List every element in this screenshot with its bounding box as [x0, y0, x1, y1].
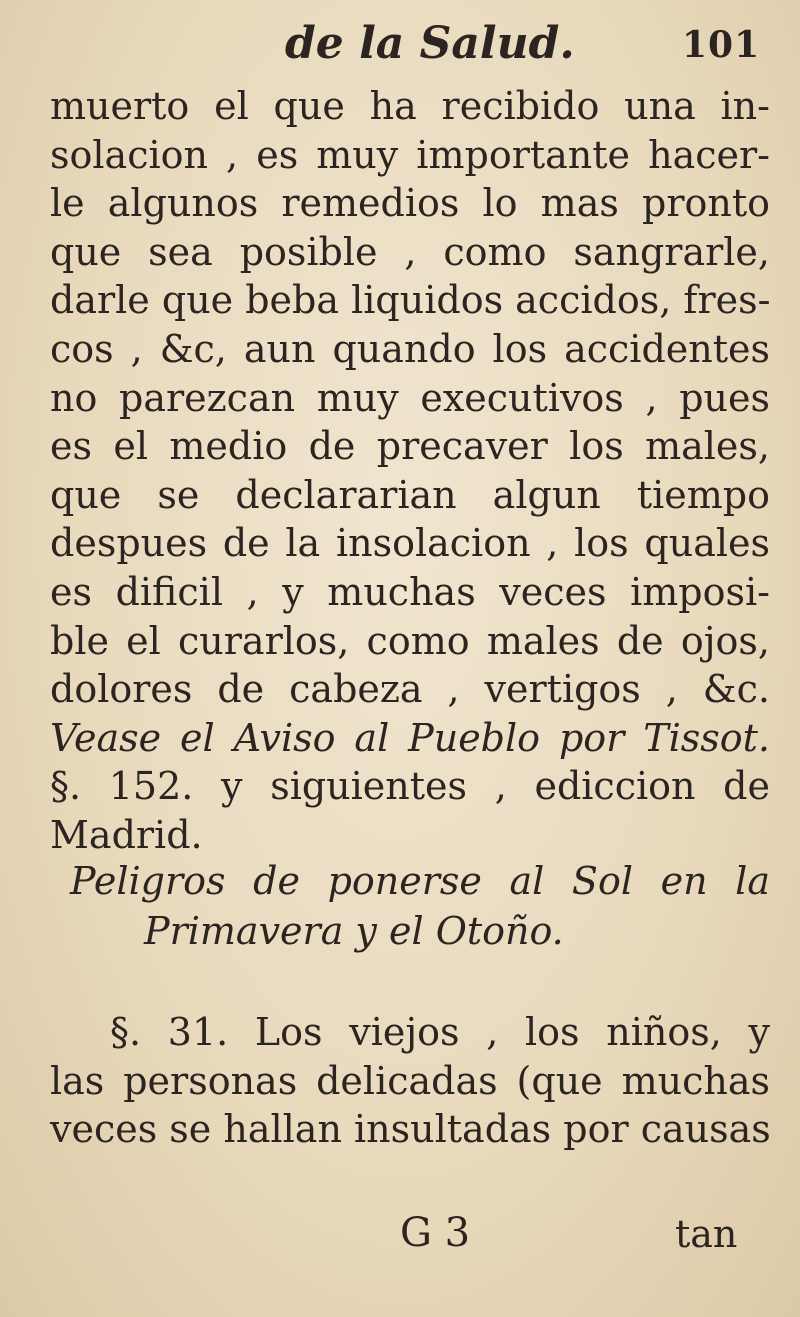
- page-header: [0, 18, 800, 78]
- page-number: 101: [682, 24, 761, 66]
- paragraph-section-31: [50, 1008, 770, 1154]
- text-line: §. 31. Los viejos , los niños, y: [110, 1010, 770, 1054]
- text-line: es dificil , y muchas veces imposi-: [50, 569, 770, 614]
- text-line: darle que beba liquidos accidos, fres-: [50, 278, 771, 323]
- text-line: es el medio de precaver los males,: [50, 424, 770, 469]
- text-line: despues de la insolacion , los quales: [50, 521, 770, 566]
- text-line: veces se hallan insultadas por causas: [50, 1107, 771, 1152]
- catchword: tan: [675, 1212, 738, 1256]
- section-heading: [70, 856, 770, 956]
- text-line: solacion , es muy importante hacer-: [50, 132, 770, 177]
- text-line: las personas delicadas (que muchas: [50, 1058, 770, 1103]
- section-heading-line: Primavera y el Otoño.: [144, 909, 564, 953]
- text-line: Madrid.: [50, 812, 203, 857]
- page-footer: [0, 1210, 800, 1270]
- text-line: ble el curarlos, como males de ojos,: [50, 618, 770, 663]
- text-line: le algunos remedios lo mas pronto: [50, 181, 770, 226]
- signature-mark: G 3: [400, 1210, 471, 1256]
- section-heading-line: Peligros de ponerse al Sol en la: [70, 859, 770, 903]
- running-head: de la Salud.: [285, 18, 575, 69]
- text-line: muerto el que ha recibido una in-: [50, 84, 770, 128]
- text-line: §. 152. y siguientes , ediccion de: [50, 764, 770, 809]
- reference-line: Vease el Aviso al Pueblo por Tissot.: [50, 715, 770, 760]
- text-line: no parezcan muy executivos , pues: [50, 375, 770, 420]
- text-line: dolores de cabeza , vertigos , &c.: [50, 667, 770, 712]
- text-line: que sea posible , como sangrarle,: [50, 229, 770, 274]
- text-line: que se declararian algun tiempo: [50, 472, 770, 517]
- text-line: cos , &c, aun quando los accidentes: [50, 326, 770, 371]
- paragraph-insolacion: [50, 82, 770, 860]
